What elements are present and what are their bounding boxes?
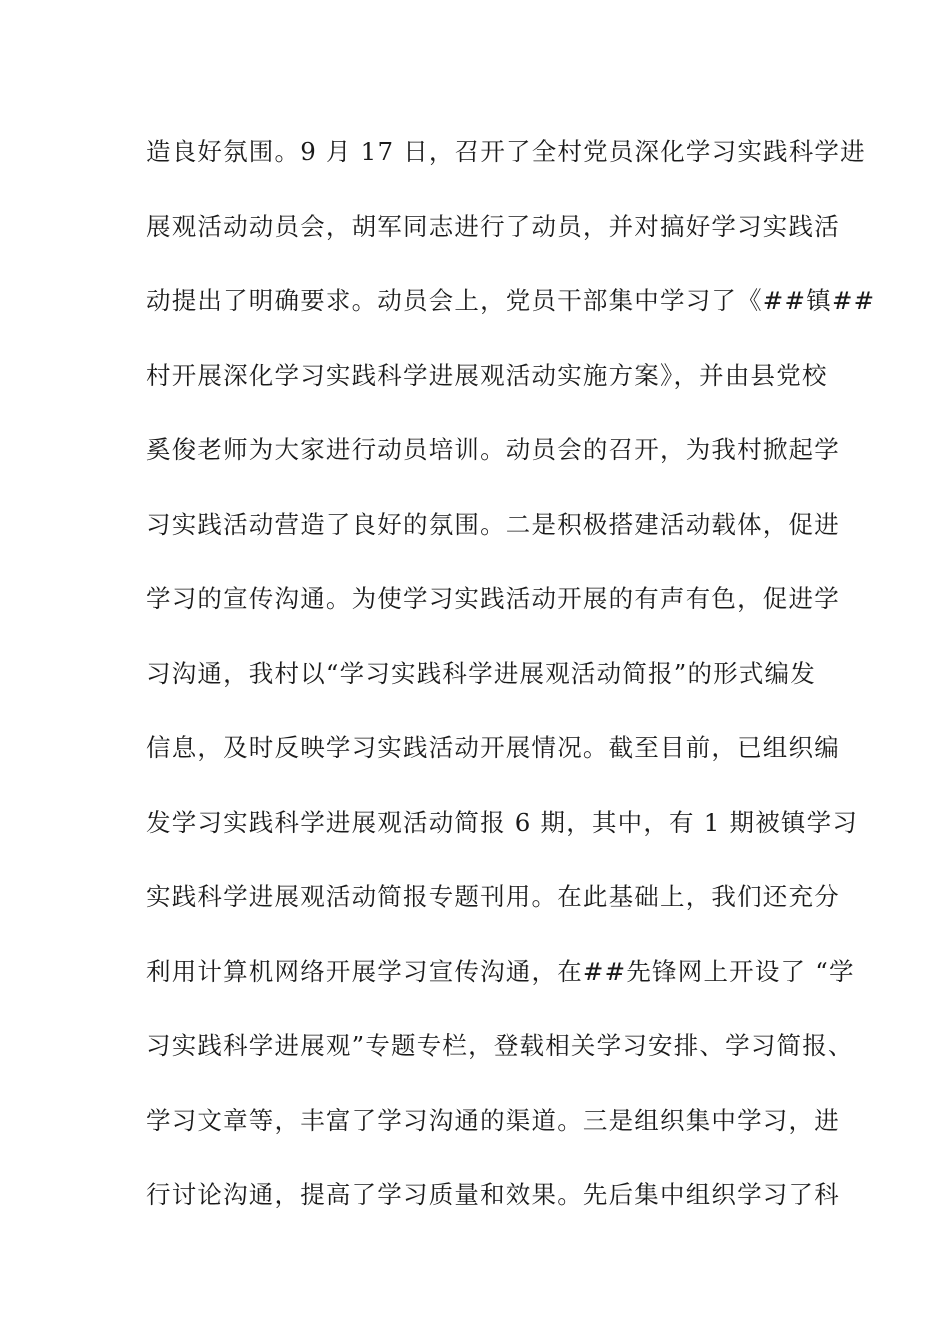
text-line: 造良好氛围。9 月 17 日，召开了全村党员深化学习实践科学进: [146, 137, 866, 166]
text-line: 奚俊老师为大家进行动员培训。动员会的召开，为我村掀起学: [146, 435, 840, 464]
text-line: 发学习实践科学进展观活动简报 6 期，其中，有 1 期被镇学习: [146, 807, 859, 837]
text-line: 村开展深化学习实践科学进展观活动实施方案》，并由县党校: [146, 360, 828, 390]
text-line: 学习的宣传沟通。为使学习实践活动开展的有声有色，促进学: [146, 584, 840, 613]
text-line: 习实践活动营造了良好的氛围。二是积极搭建活动载体，促进: [146, 509, 840, 539]
text-line: 利用计算机网络开展学习宣传沟通，在##先锋网上开设了 “学: [146, 956, 855, 986]
text-line: 习实践科学进展观”专题专栏，登载相关学习安排、学习简报、: [146, 1031, 854, 1060]
text-line: 展观活动动员会，胡军同志进行了动员，并对搞好学习实践活: [146, 211, 840, 241]
body-text: [146, 130, 876, 1248]
text-line: 行讨论沟通，提高了学习质量和效果。先后集中组织学习了科: [146, 1180, 840, 1209]
text-line: 信息，及时反映学习实践活动开展情况。截至目前，已组织编: [146, 733, 840, 762]
text-line: 学习文章等，丰富了学习沟通的渠道。三是组织集中学习，进: [146, 1105, 840, 1135]
text-line: 动提出了明确要求。动员会上，党员干部集中学习了《##镇##: [146, 286, 876, 315]
text-line: 习沟通，我村以“学习实践科学进展观活动简报”的形式编发: [146, 658, 816, 688]
text-line: 实践科学进展观活动简报专题刊用。在此基础上，我们还充分: [146, 882, 840, 911]
